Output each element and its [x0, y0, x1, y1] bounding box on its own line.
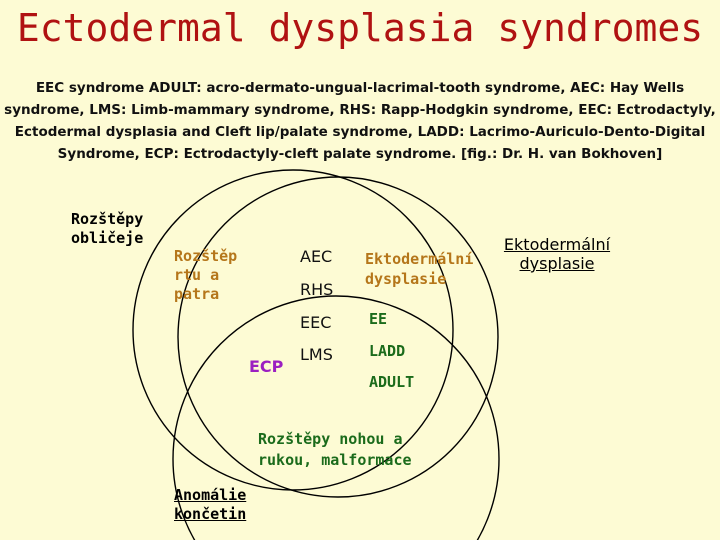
set-label-clefts — [71, 210, 151, 248]
region-limb-only: Rozštěpy nohou a rukou, malformace — [258, 430, 412, 469]
syndrome-ecp: ECP — [249, 357, 284, 376]
region-ectodermal-only: Ektodermální dysplasie — [365, 250, 474, 288]
region-cleft-only: Rozštěp rtu a patra — [174, 247, 238, 303]
syndrome-adult: ADULT — [369, 373, 415, 391]
slide-title: Ectodermal dysplasia syndromes — [16, 6, 704, 50]
syndrome-rhs: RHS — [300, 280, 334, 299]
set-label-limbs: Anomálie končetin — [174, 486, 247, 523]
syndrome-aec: AEC — [300, 247, 333, 266]
syndrome-ee: EE — [369, 310, 388, 328]
syndrome-ladd: LADD — [369, 342, 406, 360]
set-label-ectodermal: Ektodermální dysplasie — [503, 235, 611, 273]
syndrome-description: EEC syndrome ADULT: acro-dermato-ungual-lacrimal-tooth syndrome, AEC: Hay Wells syndrome, LMS: Limb-mammary syndrome, RHS: Rapp-Hodgkin syndrome, EEC: Ectrodactyly, Ectodermal dysplasia and Cleft lip/palate syndrome, LADD: Lacrimo-Auriculo-Dento-Digital Syndrome, ECP: Ectrodactyly-cleft palate syndrome. [fig.: Dr. H. van Bokhoven] — [4, 80, 716, 162]
syndrome-eec: EEC — [300, 313, 332, 332]
syndrome-lms: LMS — [300, 345, 333, 364]
set-label-clefts-text: Rozštěpy obličeje — [71, 210, 144, 247]
